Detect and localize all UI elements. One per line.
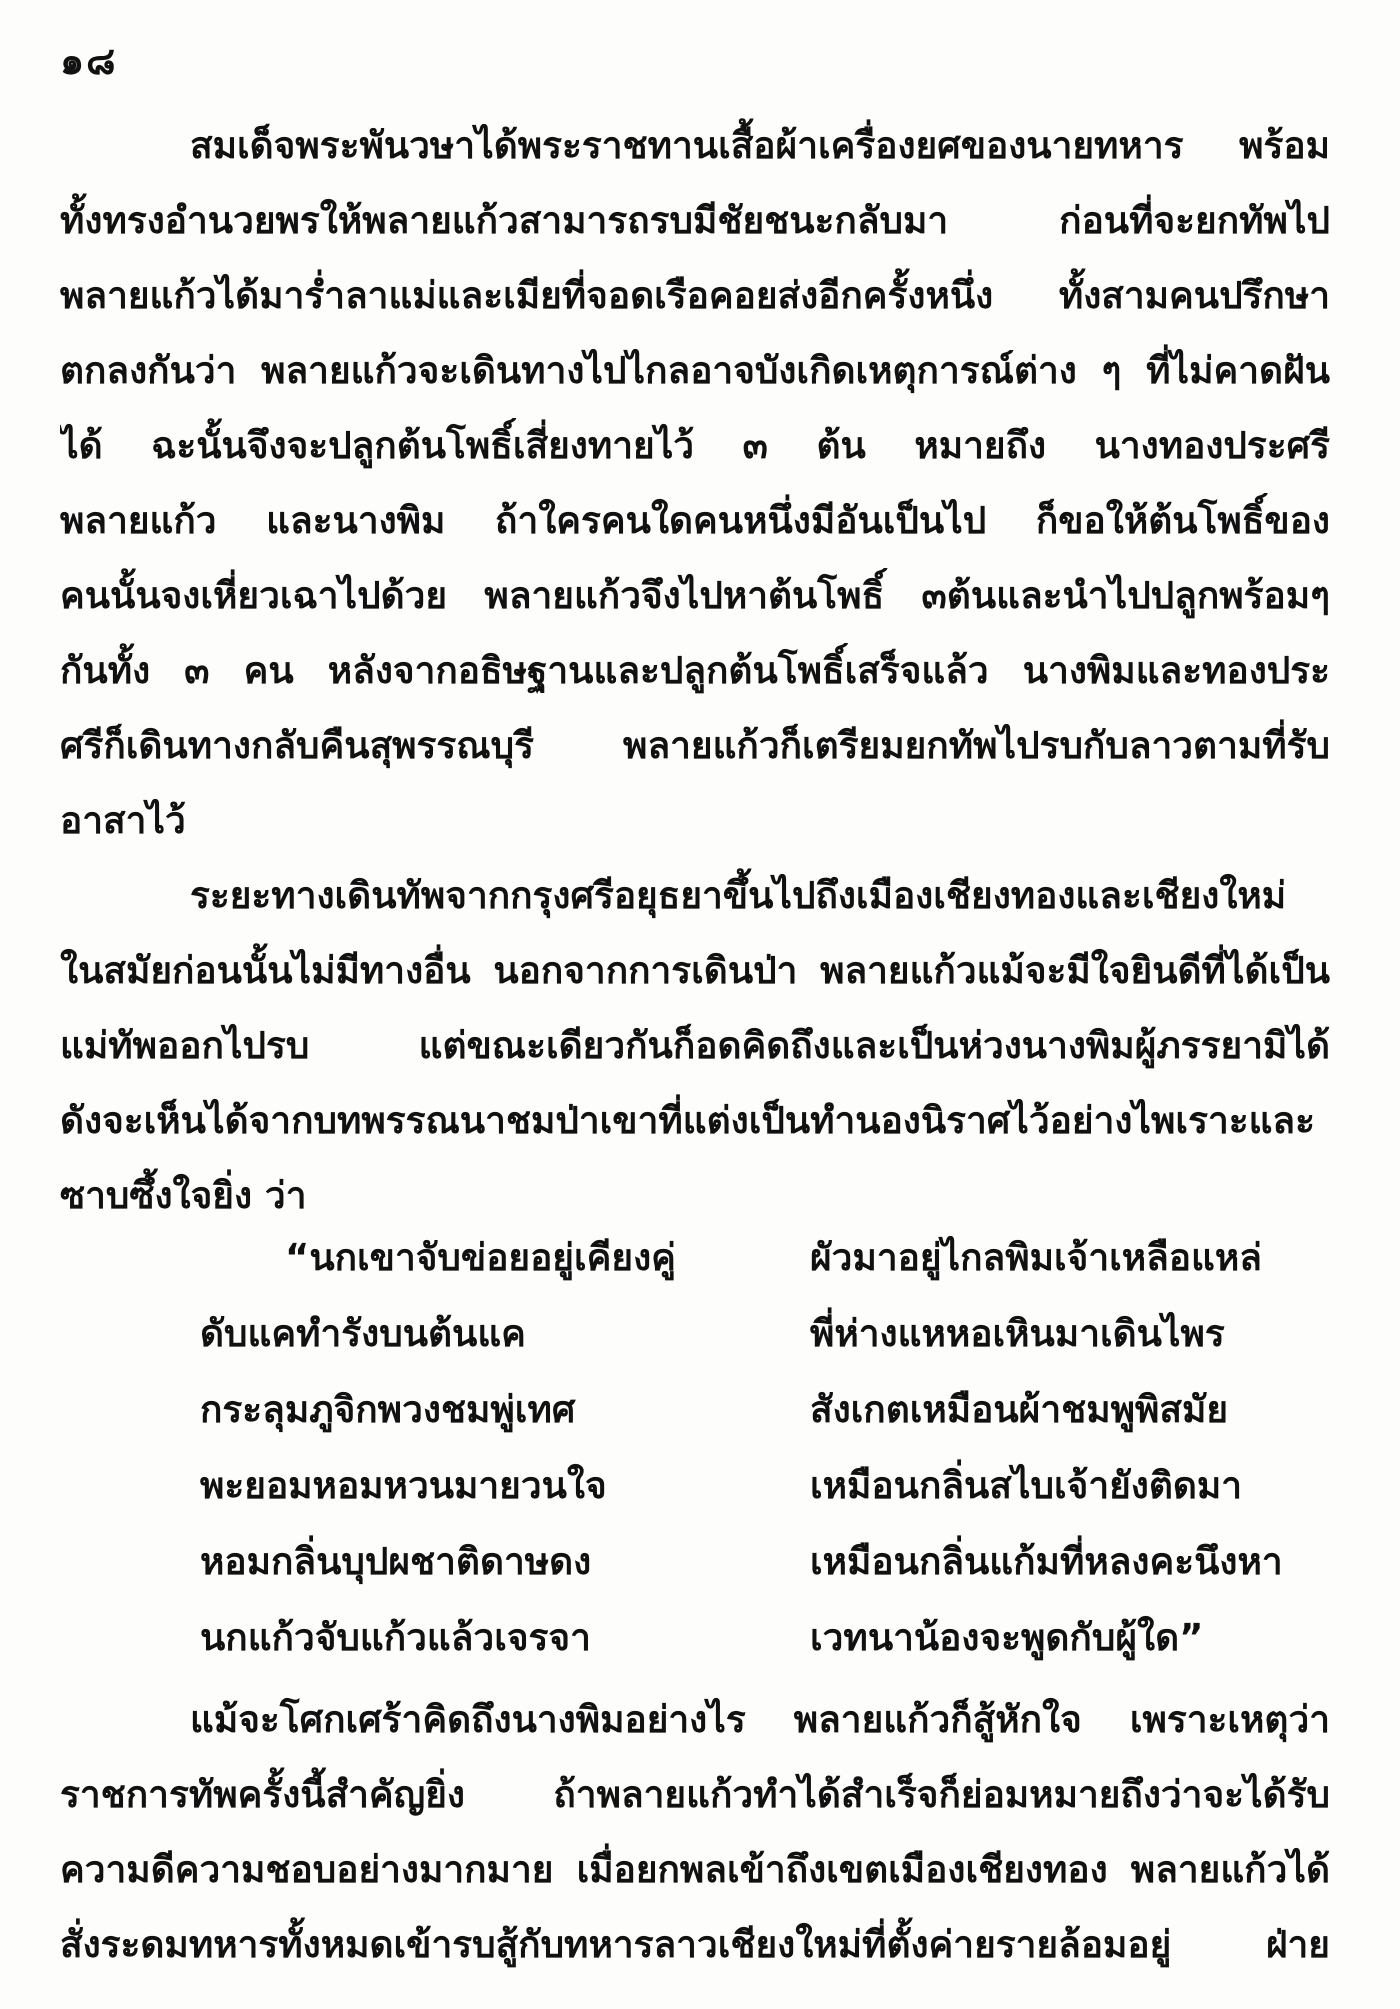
- poem-verse-right: เหมือนกลิ่นแก้มที่หลงคะนึงหา: [810, 1540, 1283, 1583]
- paragraph-1-line: ตกลงกันว่า พลายแก้วจะเดินทางไปไกลอาจบังเกิดเหตุการณ์ต่าง ๆ ที่ไม่คาดฝัน: [60, 349, 1330, 392]
- poem-row: [60, 1600, 1330, 1676]
- poem-verse-left: หอมกลิ่นบุปผชาติดาษดง: [200, 1540, 592, 1583]
- poem-verse-left: ดับแคทำรังบนต้นแค: [200, 1312, 526, 1355]
- paragraph-2-line: ระยะทางเดินทัพจากกรุงศรีอยุธยาขึ้นไปถึงเมืองเชียงทองและเชียงใหม่: [190, 874, 1287, 917]
- poem-verse-left: “นกเขาจับข่อยอยู่เคียงคู่: [285, 1236, 676, 1279]
- poem-verse-right: เหมือนกลิ่นสไบเจ้ายังติดมา: [810, 1464, 1243, 1507]
- poem-block: [60, 1220, 1330, 1676]
- paragraph-1-line: กันทั้ง ๓ คน หลังจากอธิษฐานและปลูกต้นโพธิ์เสร็จแล้ว นางพิมและทองประ: [60, 649, 1330, 692]
- paragraph-2-line: ซาบซึ้งใจยิ่ง ว่า: [60, 1174, 307, 1217]
- poem-verse-left: กระลุมภูจิกพวงชมพู่เทศ: [200, 1388, 576, 1431]
- paragraph-2-line: ดังจะเห็นได้จากบทพรรณนาชมป่าเขาที่แต่งเป็นทำนองนิราศไว้อย่างไพเราะและ: [60, 1099, 1315, 1142]
- paragraph-1-line: สมเด็จพระพันวษาได้พระราชทานเสื้อผ้าเครื่องยศของนายทหาร พร้อม: [190, 124, 1330, 167]
- paragraph-3-line: สั่งระดมทหารทั้งหมดเข้ารบสู้กับทหารลาวเชียงใหม่ที่ตั้งค่ายรายล้อมอยู่ ฝ่าย: [60, 1923, 1330, 1966]
- paragraph-1-line: อาสาไว้: [60, 799, 186, 842]
- body-text-upper: [60, 108, 1330, 1233]
- paragraph-3-line: ความดีความชอบอย่างมากมาย เมื่อยกพลเข้าถึงเขตเมืองเชียงทอง พลายแก้วได้: [60, 1848, 1330, 1891]
- paragraph-2-line: แม่ทัพออกไปรบ แต่ขณะเดียวกันก็อดคิดถึงและเป็นห่วงนางพิมผู้ภรรยามิได้: [60, 1024, 1330, 1067]
- poem-row: [60, 1296, 1330, 1372]
- paragraph-1-line: ศรีก็เดินทางกลับคืนสุพรรณบุรี พลายแก้วก็เตรียมยกทัพไปรบกับลาวตามที่รับ: [60, 724, 1330, 767]
- paragraph-3-line: แม้จะโศกเศร้าคิดถึงนางพิมอย่างไร พลายแก้วก็สู้หักใจ เพราะเหตุว่า: [190, 1698, 1330, 1741]
- body-text-lower: [60, 1682, 1330, 1982]
- poem-verse-left: พะยอมหอมหวนมายวนใจ: [200, 1464, 607, 1507]
- paragraph-1-line: ทั้งทรงอำนวยพรให้พลายแก้วสามารถรบมีชัยชนะกลับมา ก่อนที่จะยกทัพไป: [60, 199, 1330, 242]
- paragraph-1-line: คนนั้นจงเหี่ยวเฉาไปด้วย พลายแก้วจึงไปหาต้นโพธิ์ ๓ต้นและนำไปปลูกพร้อมๆ: [60, 574, 1330, 617]
- paragraph-1-line: พลายแก้ว และนางพิม ถ้าใครคนใดคนหนึ่งมีอันเป็นไป ก็ขอให้ต้นโพธิ์ของ: [60, 499, 1330, 542]
- poem-verse-right: เวทนาน้องจะพูดกับผู้ใด”: [810, 1616, 1204, 1659]
- poem-row: [60, 1372, 1330, 1448]
- paragraph-1-line: พลายแก้วได้มาร่ำลาแม่และเมียที่จอดเรือคอยส่งอีกครั้งหนึ่ง ทั้งสามคนปรึกษา: [60, 274, 1330, 317]
- paragraph-3-line: ราชการทัพครั้งนี้สำคัญยิ่ง ถ้าพลายแก้วทำได้สำเร็จก็ย่อมหมายถึงว่าจะได้รับ: [60, 1773, 1330, 1816]
- poem-verse-left: นกแก้วจับแก้วแล้วเจรจา: [200, 1616, 591, 1659]
- paragraph-2-line: ในสมัยก่อนนั้นไม่มีทางอื่น นอกจากการเดินป่า พลายแก้วแม้จะมีใจยินดีที่ได้เป็น: [60, 949, 1330, 992]
- poem-verse-right: สังเกตเหมือนผ้าชมพูพิสมัย: [810, 1388, 1229, 1431]
- poem-row: [60, 1220, 1330, 1296]
- poem-verse-right: พี่ห่างแหหอเหินมาเดินไพร: [810, 1312, 1225, 1355]
- paragraph-1-line: ได้ ฉะนั้นจึงจะปลูกต้นโพธิ์เสี่ยงทายไว้ ๓ ต้น หมายถึง นางทองประศรี: [60, 424, 1330, 467]
- page-number: ๑๘: [60, 39, 118, 83]
- poem-row: [60, 1448, 1330, 1524]
- poem-row: [60, 1524, 1330, 1600]
- poem-verse-right: ผัวมาอยู่ไกลพิมเจ้าเหลือแหล่: [810, 1236, 1262, 1279]
